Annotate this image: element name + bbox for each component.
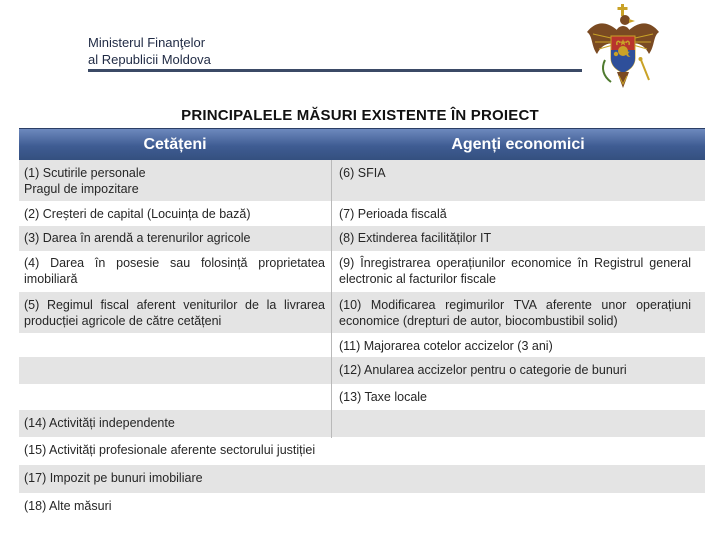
table-row xyxy=(19,160,705,201)
column-divider xyxy=(331,160,332,438)
table-cell-right: (11) Majorarea cotelor accizelor (3 ani) xyxy=(339,339,553,353)
measures-table xyxy=(19,128,705,521)
table-cell-left: (5) Regimul fiscal aferent veniturilor de la livrarea producției agricole de către cetățeni xyxy=(24,298,325,328)
table-row xyxy=(19,251,705,292)
table-cell-right: (10) Modificarea regimurilor TVA aferente unor operațiuni economice (drepturi de autor, biocombustibil solid) xyxy=(339,298,691,328)
column-header-citizens: Cetățeni xyxy=(143,136,207,153)
table-cell-left: (4) Darea în posesie sau folosință proprietatea imobiliară xyxy=(24,256,325,286)
table-row xyxy=(19,357,705,384)
cell-text-line: (1) Scutirile personale xyxy=(24,166,146,180)
ministry-name-line1: Ministerul Finanţelor xyxy=(88,35,206,50)
table-cell-left: (2) Creșteri de capital (Locuința de bază) xyxy=(24,207,251,221)
table-cell-right: (6) SFIA xyxy=(339,166,386,180)
table-row xyxy=(19,493,705,521)
table-row xyxy=(19,437,705,465)
page-title: PRINCIPALELE MĂSURI EXISTENTE ÎN PROIECT xyxy=(181,107,539,124)
table-header xyxy=(19,128,705,160)
table-cell-right: (12) Anularea accizelor pentru o categorie de bunuri xyxy=(339,363,627,377)
table-cell-full: (15) Activități profesionale aferente sectorului justiției xyxy=(24,443,316,457)
table-row xyxy=(19,384,705,410)
table-cell-right: (8) Extinderea facilităților IT xyxy=(339,231,492,245)
table-row xyxy=(19,201,705,226)
table-cell-full: (14) Activități independente xyxy=(24,416,175,430)
cell-text-line: Pragul de impozitare xyxy=(24,182,139,196)
column-header-economic-agents: Agenți economici xyxy=(451,136,585,153)
table-row xyxy=(19,292,705,333)
table-row xyxy=(19,333,705,357)
table-row xyxy=(19,226,705,251)
table-cell-right: (9) Înregistrarea operațiunilor economice în Registrul general electronic al facturilor fiscale xyxy=(339,256,691,286)
table-cell-left: (3) Darea în arendă a terenurilor agricole xyxy=(24,231,251,245)
table-row xyxy=(19,410,705,437)
table-cell-full: (18) Alte măsuri xyxy=(24,499,112,513)
ministry-name-line2: al Republicii Moldova xyxy=(88,52,211,67)
table-cell-right: (13) Taxe locale xyxy=(339,390,428,404)
table-cell-right: (7) Perioada fiscală xyxy=(339,207,447,221)
ministry-name xyxy=(88,34,211,68)
table-cell-left xyxy=(24,165,325,197)
table-cell-full: (17) Impozit pe bunuri imobiliare xyxy=(24,471,203,485)
header-divider xyxy=(88,69,582,72)
moldova-coat-of-arms-icon xyxy=(583,2,663,94)
table-row xyxy=(19,465,705,493)
